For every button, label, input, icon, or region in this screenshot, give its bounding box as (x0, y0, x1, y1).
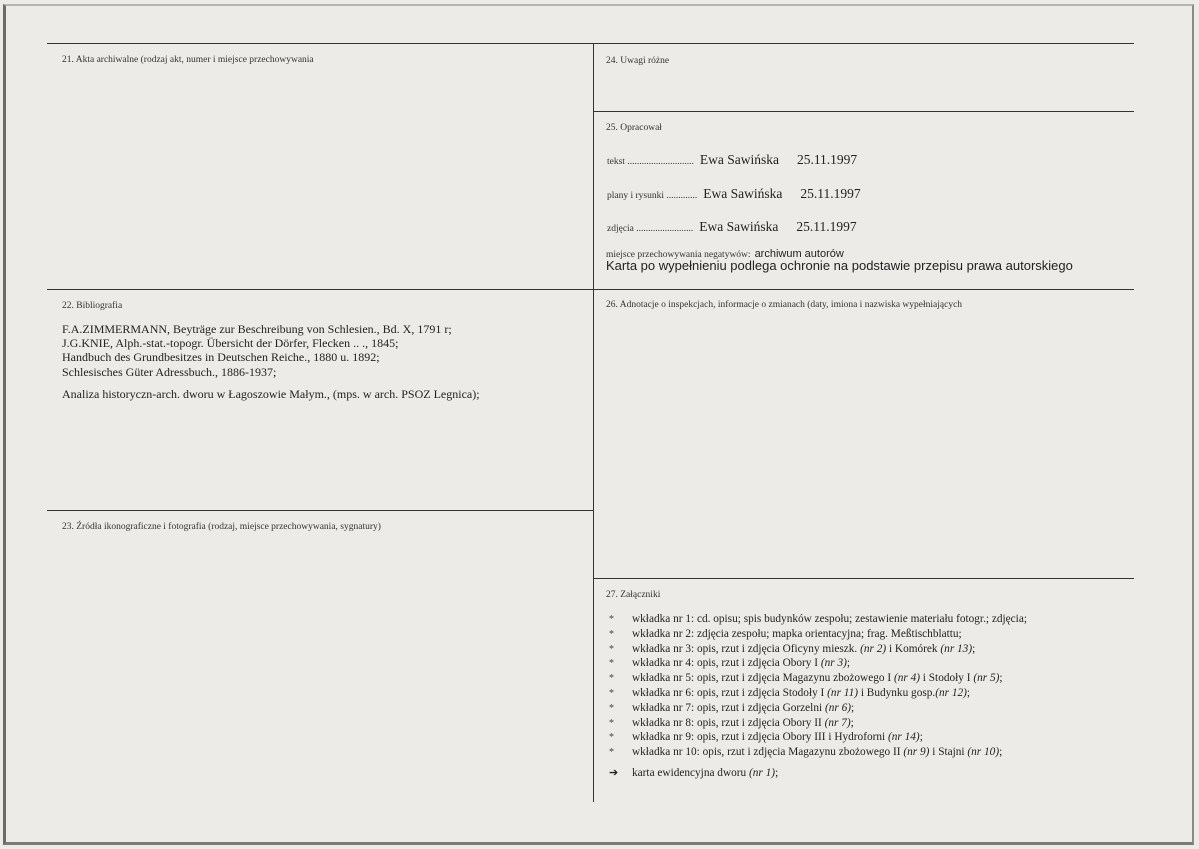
record-card-item (609, 766, 1027, 781)
card-tail: ; (775, 766, 779, 779)
attachment-item (609, 686, 1027, 701)
asterisk-bullet-icon: * (609, 673, 614, 685)
asterisk-bullet-icon: * (609, 717, 614, 729)
author-date: 25.11.1997 (796, 152, 858, 167)
author-row-photos (607, 218, 857, 236)
asterisk-bullet-icon: * (609, 658, 614, 670)
attachment-item (609, 716, 1027, 731)
attachment-tail: ; (972, 642, 976, 655)
asterisk-bullet-icon: * (609, 702, 614, 714)
attachment-ref-2: (nr 10) (967, 746, 1000, 759)
asterisk-bullet-icon: * (609, 628, 614, 640)
negatives-label: miejsce przechowywania negatywów: (606, 250, 751, 260)
attachment-ref: (nr 6) (824, 701, 851, 714)
attachment-ref: (nr 2) (860, 642, 887, 655)
attachments-list (609, 612, 1027, 781)
attachment-item (609, 745, 1027, 760)
asterisk-bullet-icon: * (609, 643, 614, 655)
rule-top (47, 43, 1134, 44)
section-23-label: 23. Źródła ikonograficzne i fotografia (rodzaj, miejsce przechowywania, sygnatury) (62, 522, 381, 532)
attachment-ref: (nr 9) (903, 746, 930, 759)
attachment-tail: ; (846, 657, 851, 670)
attachment-ref-2: (nr 13) (940, 642, 973, 655)
section-26-label: 26. Adnotacje o inspekcjach, informacje o zmianach (daty, imiona i nazwiska wypełniających (606, 300, 963, 310)
author-date: 25.11.1997 (796, 219, 857, 234)
copyright-note: Karta po wypełnieniu podlega ochronie na podstawie przepisu prawa autorskiego (606, 258, 1073, 273)
author-row-label: plany i rysunki ............. (607, 191, 698, 201)
attachment-item (609, 671, 1027, 686)
author-name: Ewa Sawińska (703, 186, 783, 201)
right-arrow-icon: ➔ (609, 766, 619, 779)
attachment-tail: ; (850, 701, 855, 714)
attachment-text: wkładka nr 7: opis, rzut i zdjęcia Gorzelni (632, 701, 825, 714)
attachment-item (609, 701, 1027, 716)
section-27-label: 27. Załączniki (606, 590, 661, 600)
attachment-item (609, 627, 1027, 642)
author-row-text (607, 151, 857, 169)
attachment-item (609, 642, 1027, 657)
attachment-text: wkładka nr 10: opis, rzut i zdjęcia Magazynu zbożowego II (632, 746, 904, 759)
bibliography-list (62, 322, 480, 401)
attachment-ref: (nr 3) (820, 657, 847, 670)
attachment-ref: (nr 4) (893, 672, 920, 685)
bibliography-entry: J.G.KNIE, Alph.-stat.-topogr. Übersicht der Dörfer, Flecken .. ., 1845; (62, 336, 399, 351)
attachment-text: wkładka nr 8: opis, rzut i zdjęcia Obory II (632, 716, 825, 729)
attachment-item (609, 612, 1027, 627)
attachment-text: wkładka nr 4: opis, rzut i zdjęcia Obory I (632, 657, 821, 670)
asterisk-bullet-icon: * (609, 732, 614, 744)
attachment-item (609, 656, 1027, 671)
card-ref: (nr 1) (749, 766, 776, 779)
section-24-label: 24. Uwagi różne (606, 56, 670, 66)
attachment-text-2: i Stajni (929, 746, 968, 759)
attachment-text-2: i Komórek (886, 642, 941, 655)
attachment-text: wkładka nr 3: opis, rzut i zdjęcia Oficyny mieszk. (632, 642, 861, 655)
section-21-label: 21. Akta archiwalne (rodzaj akt, numer i miejsce przechowywania (62, 55, 314, 65)
attachment-ref: (nr 7) (824, 716, 851, 729)
bibliography-entry: Schlesisches Güter Adressbuch., 1886-1937; (62, 364, 277, 379)
negatives-value: archiwum autorów (754, 248, 844, 260)
bibliography-entry: F.A.ZIMMERMANN, Beyträge zur Beschreibung von Schlesien., Bd. X, 1791 r; (62, 322, 452, 336)
attachment-ref-2: (nr 12) (935, 686, 967, 699)
rule-middle (47, 289, 1134, 290)
author-row-label: zdjęcia ........................ (607, 224, 694, 234)
section-22-label: 22. Bibliografia (62, 301, 123, 311)
attachment-tail: ; (999, 672, 1003, 685)
attachment-tail: ; (966, 686, 971, 699)
attachment-text: wkładka nr 9: opis, rzut i zdjęcia Obory III i Hydroforni (632, 731, 888, 744)
rule-26-27 (594, 578, 1134, 579)
attachment-text: wkładka nr 6: opis, rzut i zdjęcia Stodoły I (632, 686, 828, 699)
attachment-text: wkładka nr 2: zdjęcia zespołu; mapka orientacyjna; frag. Meßtischblattu; (632, 627, 962, 640)
attachment-tail: ; (850, 716, 854, 729)
rule-vertical-center (593, 43, 594, 802)
attachment-text-2: i Stodoły I (919, 672, 974, 685)
attachment-ref: (nr 14) (888, 731, 920, 744)
asterisk-bullet-icon: * (609, 747, 614, 759)
attachment-tail: ; (919, 731, 923, 744)
asterisk-bullet-icon: * (609, 687, 614, 699)
attachment-item (609, 730, 1027, 745)
author-name: Ewa Sawińska (699, 152, 779, 167)
author-row-plans (607, 185, 861, 203)
attachment-ref: (nr 11) (827, 686, 859, 699)
author-row-label: tekst ............................ (607, 157, 694, 167)
bibliography-extra: Analiza historyczn-arch. dworu w Łagoszowie Małym., (mps. w arch. PSOZ Legnica); (62, 386, 480, 401)
attachment-text: wkładka nr 1: cd. opisu; spis budynków zespołu; zestawienie materiału fotogr.; zdjęcia; (632, 613, 1027, 625)
rule-24-25 (594, 111, 1134, 112)
author-date: 25.11.1997 (800, 186, 861, 201)
bibliography-entry: Handbuch des Grundbesitzes in Deutschen Reiche., 1880 u. 1892; (62, 350, 380, 365)
attachment-ref-2: (nr 5) (973, 672, 1000, 685)
card-text: karta ewidencyjna dworu (632, 766, 750, 779)
author-name: Ewa Sawińska (699, 219, 779, 234)
asterisk-bullet-icon: * (609, 614, 614, 625)
attachment-tail: ; (999, 746, 1003, 759)
attachment-text: wkładka nr 5: opis, rzut i zdjęcia Magazynu zbożowego I (632, 672, 894, 685)
section-25-label: 25. Opracował (606, 123, 662, 133)
rule-22-23 (47, 510, 593, 511)
attachment-text-2: i Budynku gosp. (858, 686, 936, 699)
